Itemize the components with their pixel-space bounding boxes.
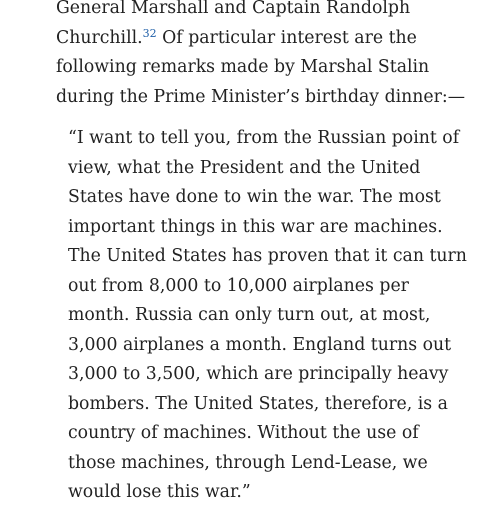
intro-paragraph: [56, 0, 486, 112]
stalin-quote-blockquote: [68, 124, 486, 508]
quote-line: country of machines. Without the use of: [68, 423, 419, 443]
quote-line: 3,000 to 3,500, which are principally heavy: [68, 364, 449, 384]
intro-line-4: during the Prime Minister’s birthday dinner:—: [56, 86, 466, 107]
document-page: [56, 0, 486, 508]
intro-line-2: [56, 24, 486, 54]
footnote-reference-link[interactable]: 32: [142, 26, 157, 40]
intro-line-2-text: Churchill.: [56, 27, 143, 48]
quote-line: month. Russia can only turn out, at most,: [68, 305, 431, 325]
quote-line: 3,000 airplanes a month. England turns out: [68, 334, 452, 355]
intro-line-1: General Marshall and Captain Randolph: [56, 0, 411, 18]
intro-line-3: following remarks made by Marshal Stalin: [56, 57, 430, 77]
quote-line: The United States has proven that it can turn: [68, 246, 467, 266]
quote-line: bombers. The United States, therefore, is a: [68, 393, 448, 414]
quote-line: States have done to win the war. The most: [68, 187, 441, 207]
intro-line-2-rest: Of particular interest are the: [156, 27, 417, 48]
quote-line: important things in this war are machines.: [68, 216, 443, 237]
quote-line: out from 8,000 to 10,000 airplanes per: [68, 275, 409, 296]
quote-line: “I want to tell you, from the Russian point of: [68, 128, 460, 148]
quote-line: those machines, through Lend-Lease, we: [68, 452, 428, 473]
quote-line: view, what the President and the United: [68, 157, 421, 178]
quote-line: would lose this war.”: [68, 482, 251, 502]
